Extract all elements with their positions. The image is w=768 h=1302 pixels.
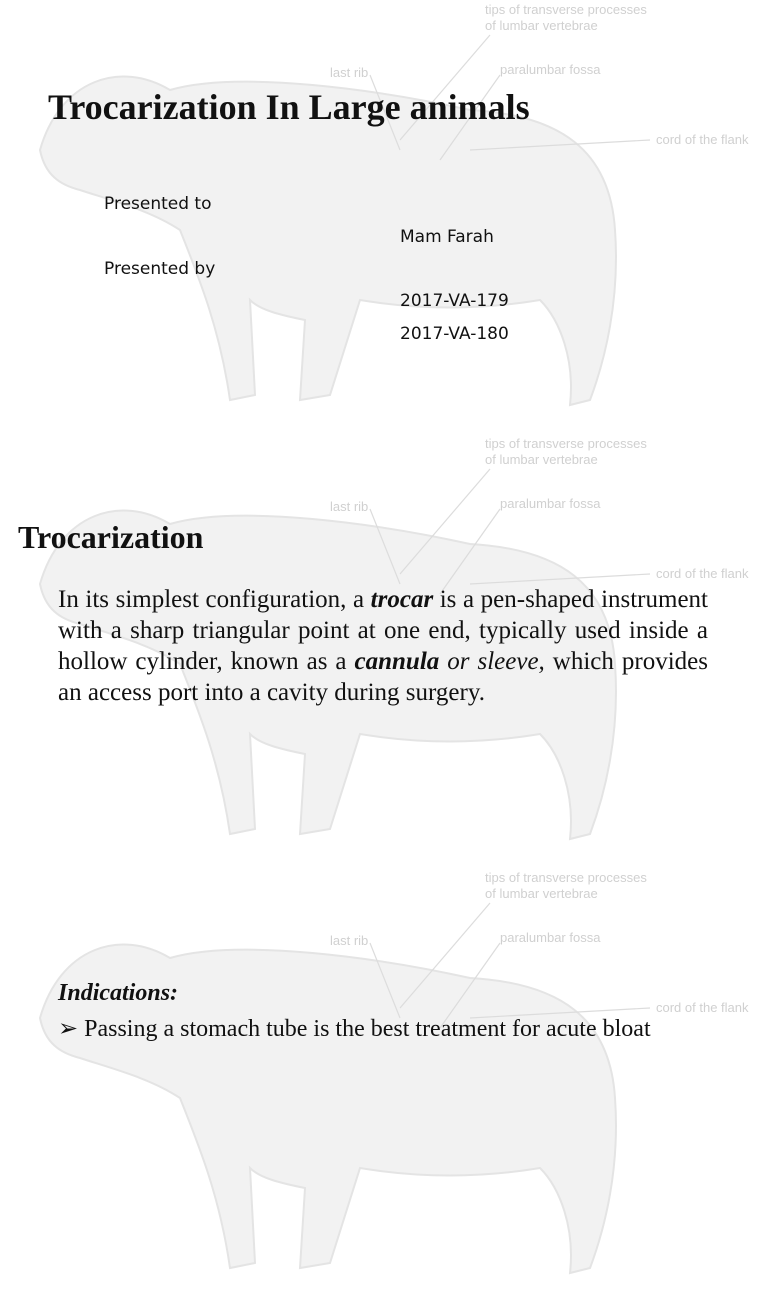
indications-heading: Indications: <box>58 980 179 1006</box>
presenter-id-1: 2017-VA-179 <box>400 291 509 311</box>
presented-to-label: Presented to <box>104 194 212 214</box>
indications-slide <box>0 868 768 1042</box>
cow-diagram-background <box>0 0 768 434</box>
diagram-label-cord: cord of the flank <box>656 132 749 147</box>
diagram-label-tips-2: of lumbar vertebrae <box>485 452 598 467</box>
para-text-1: In its simplest configuration, a <box>58 586 371 613</box>
diagram-label-cord: cord of the flank <box>656 566 749 581</box>
diagram-label-tips-2: of lumbar vertebrae <box>485 18 598 33</box>
diagram-label-cord: cord of the flank <box>656 1000 749 1015</box>
diagram-label-tips-2: of lumbar vertebrae <box>485 886 598 901</box>
para-text-2: is a pen-shaped instrument with a sharp triangular point at one end, typically used inside a hollow cylinder, known as a <box>58 586 708 675</box>
presented-to-name: Mam Farah <box>400 227 494 247</box>
indication-bullet: ➢ Passing a stomach tube is the best treatment for acute bloat <box>58 1016 651 1042</box>
diagram-label-paralumbar: paralumbar fossa <box>500 930 601 945</box>
title-slide <box>0 0 768 434</box>
definition-slide <box>0 434 768 868</box>
diagram-label-tips-1: tips of transverse processes <box>485 870 647 885</box>
presented-by-label: Presented by <box>104 259 216 279</box>
section-heading: Trocarization <box>18 519 204 555</box>
para-text-3: which provides an access port into a cavity during surgery. <box>58 648 708 706</box>
term-trocar: trocar <box>370 586 434 613</box>
presenter-id-2: 2017-VA-180 <box>400 324 509 344</box>
diagram-label-paralumbar: paralumbar fossa <box>500 62 601 77</box>
term-sleeve: or sleeve, <box>439 648 545 675</box>
diagram-label-last-rib: last rib <box>330 933 369 948</box>
cow-diagram-background <box>0 868 768 1302</box>
diagram-label-last-rib: last rib <box>330 65 369 80</box>
term-cannula: cannula <box>354 648 440 675</box>
diagram-label-last-rib: last rib <box>330 499 369 514</box>
presentation-title: Trocarization In Large animals <box>48 87 530 127</box>
diagram-label-paralumbar: paralumbar fossa <box>500 496 601 511</box>
diagram-label-tips-1: tips of transverse processes <box>485 2 647 17</box>
diagram-label-tips-1: tips of transverse processes <box>485 436 647 451</box>
definition-paragraph <box>58 584 708 708</box>
